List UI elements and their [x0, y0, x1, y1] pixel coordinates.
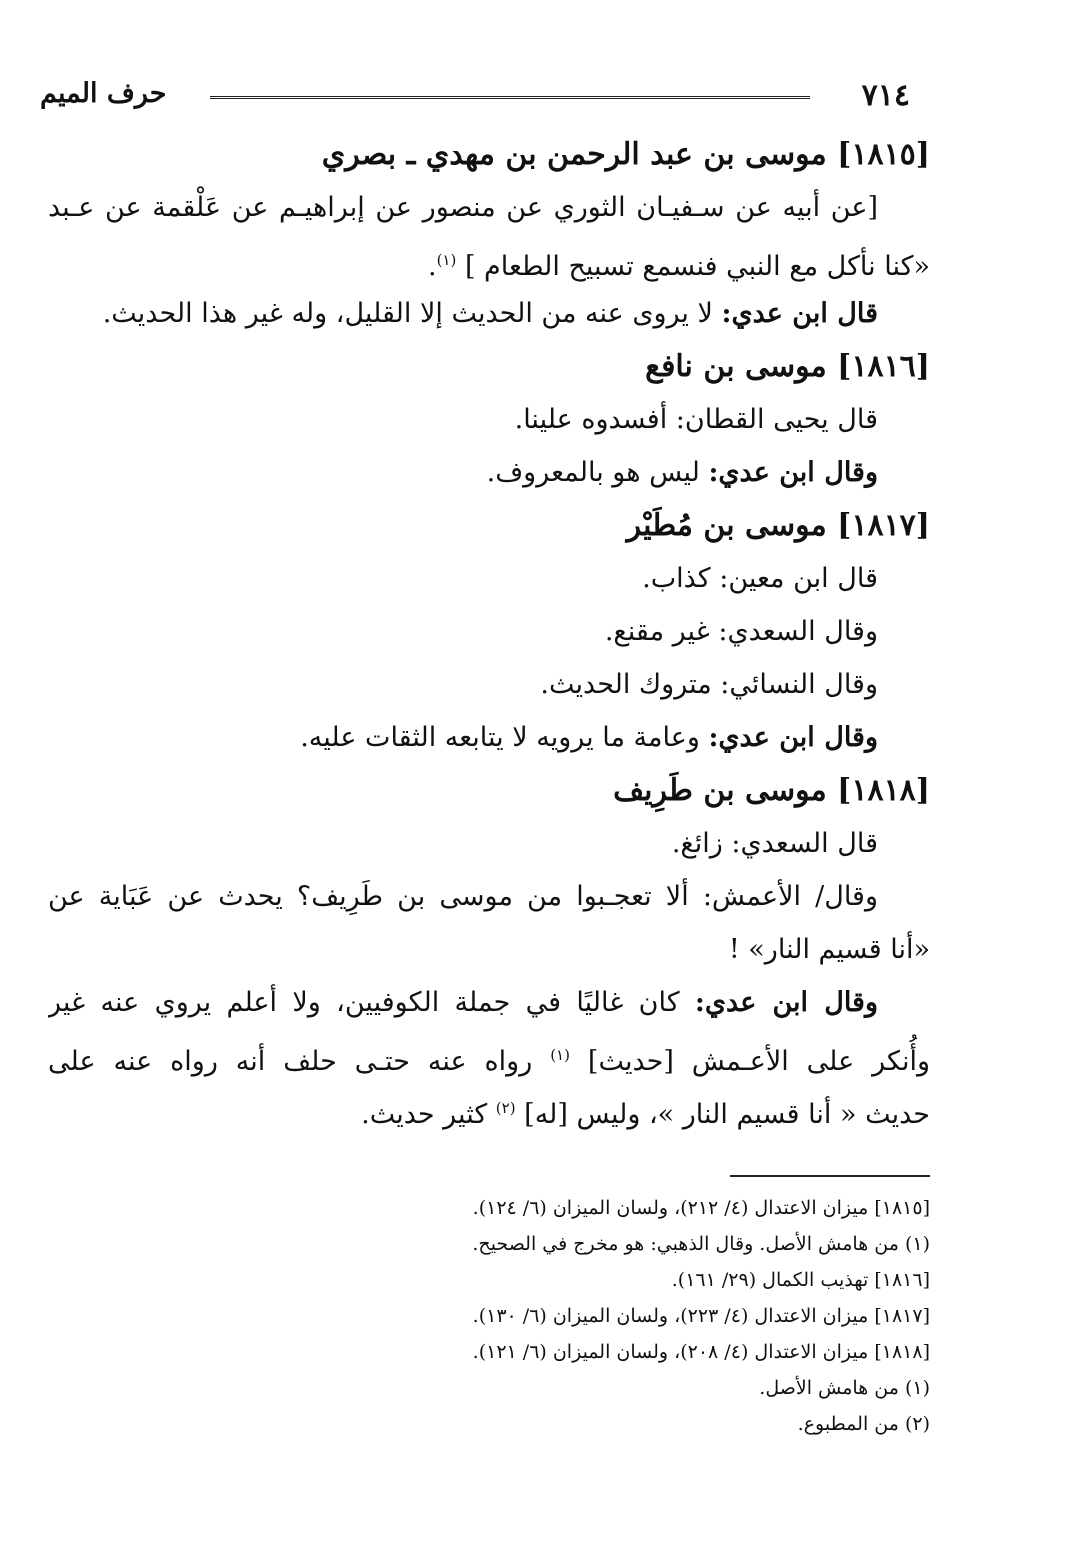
entry-1818-line [48, 1082, 930, 1135]
entry-title-text: [١٨١٨] موسى بن طَرِيف [613, 773, 930, 808]
entry-1815-line [48, 234, 930, 287]
speaker-label: وقال ابن عدي: [694, 987, 878, 1018]
footnote-item: [١٨١٦] تهذيب الكمال (٢٩/ ١٦١). [671, 1269, 930, 1291]
text-span: لا يروى عنه من الحديث إلا القليل، وله غير هذا الحديث. [102, 298, 722, 329]
entry-1817-line [48, 711, 930, 764]
chapter-title: حرف الميم [40, 78, 167, 109]
entry-1816-title: [١٨١٦] موسى بن نافع [645, 349, 930, 384]
text-span: رواه عنه حتـى حلف أنه رواه عنه على [48, 1046, 533, 1077]
footnotes [300, 1190, 930, 1442]
entry-1818-line [48, 976, 930, 1029]
footnote-item: (١) من هامش الأصل. وقال الذهبي: هو مخرج في الصحيح. [472, 1233, 930, 1255]
text-span: وعامة ما يرويه لا يتابعه الثقات عليه. [300, 722, 709, 753]
speaker-label: وقال ابن عدي: [708, 722, 878, 753]
footnote-ref: (١) [436, 251, 457, 269]
entry-1818-line: قال السعدي: زائغ. [671, 828, 878, 859]
entry-1815-title: [١٨١٥] موسى بن عبد الرحمن بن مهدي ـ بصري [321, 137, 930, 172]
page-number: ٧١٤ [861, 78, 910, 113]
text-span: ليس هو بالمعروف. [486, 457, 709, 488]
footnote-item: [١٨١٧] ميزان الاعتدال (٤/ ٢٢٣)، ولسان الميزان (٦/ ١٣٠). [472, 1305, 930, 1327]
footnote-item: (١) من هامش الأصل. [759, 1377, 930, 1399]
main-text [48, 128, 930, 1135]
text-span: «كنا نأكل مع النبي فنسمع تسبيح الطعام ] [464, 251, 930, 282]
footnote-ref: (١) [550, 1046, 570, 1064]
text-span: حديث « أنا قسيم النار »، وليس [له] [524, 1099, 930, 1130]
footnote-item: [١٨١٥] ميزان الاعتدال (٤/ ٢١٢)، ولسان الميزان (٦/ ١٢٤). [472, 1197, 930, 1219]
entry-1818-line: وقال/ الأعمش: ألا تعجـبوا من موسى بن طَرِيف؟ يحدث عن عَبَاية عن [48, 881, 878, 912]
entry-1817-line: وقال السعدي: غير مقنع. [604, 616, 878, 647]
entry-1817-title: [١٨١٧] موسى بن مُطَيْر [626, 508, 930, 543]
entry-1818-line: «أنا قسيم النار» ! [728, 934, 930, 965]
footnote-separator [730, 1175, 930, 1177]
text-span: . [427, 251, 437, 282]
text-span: كثير حديث. [361, 1099, 496, 1130]
entry-1816-line: قال يحيى القطان: أفسدوه علينا. [514, 404, 878, 435]
text-span: كان غاليًا في جملة الكوفيين، ولا أعلم يروي عنه غير [48, 987, 680, 1018]
footnote-item: [١٨١٨] ميزان الاعتدال (٤/ ٢٠٨)، ولسان الميزان (٦/ ١٢١). [472, 1341, 930, 1363]
speaker-label: وقال ابن عدي: [708, 457, 878, 488]
entry-1816-line [48, 446, 930, 499]
entry-1817-line: قال ابن معين: كذاب. [642, 563, 878, 594]
footnote-item: (٢) من المطبوع. [797, 1413, 930, 1435]
entry-1815-line [48, 287, 930, 340]
entry-1815-line: [عن أبيه عن سـفيـان الثوري عن منصور عن إبراهيـم عن عَلْقمة عن عـبد [48, 192, 878, 223]
entry-1818-line [48, 1029, 930, 1082]
page-header [40, 70, 910, 120]
text-span: وأُنكر على الأعـمش [حديث] [587, 1046, 930, 1077]
entry-1818-title [48, 764, 930, 817]
speaker-label: قال ابن عدي: [721, 298, 878, 329]
header-rule [210, 96, 810, 99]
footnote-ref: (٢) [495, 1099, 516, 1117]
entry-1817-line: وقال النسائي: متروك الحديث. [540, 669, 878, 700]
